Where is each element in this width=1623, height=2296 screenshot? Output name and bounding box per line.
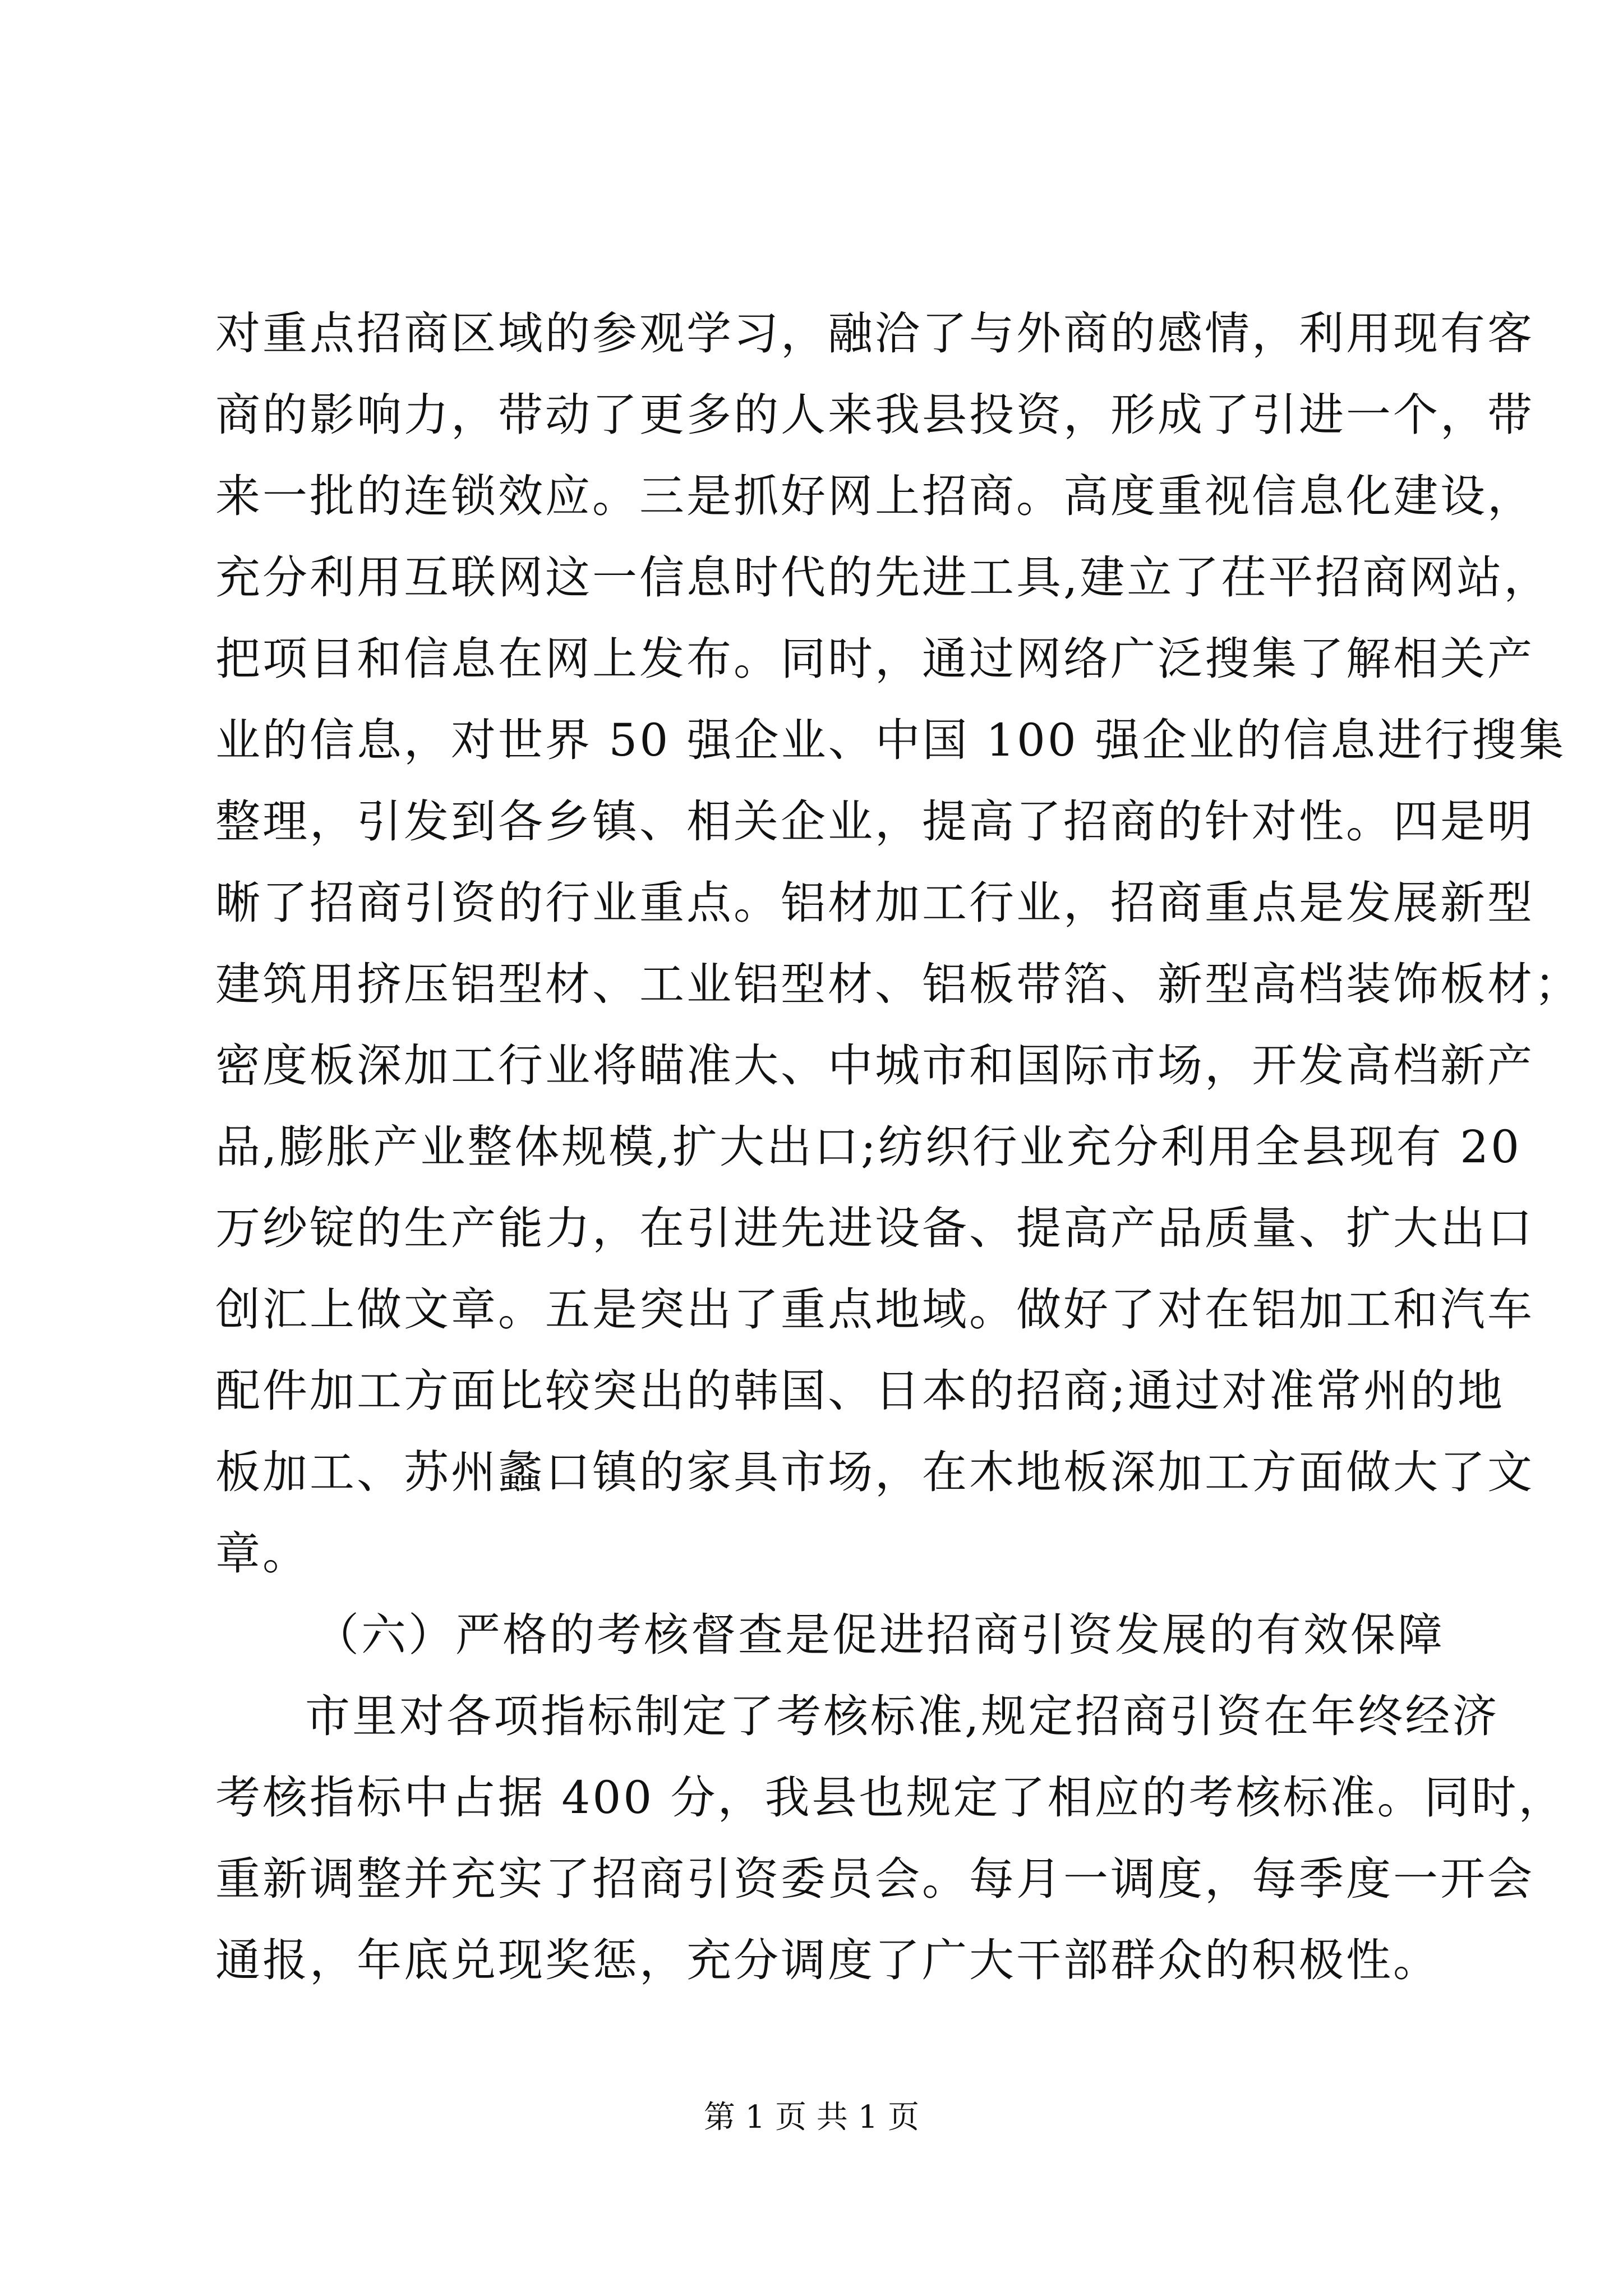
body-line-10: 密度板深加工行业将瞄准大、中城市和国际市场，开发高档新产 (215, 1039, 1534, 1092)
body-line-8: 晰了招商引资的行业重点。铝材加工行业，招商重点是发展新型 (215, 877, 1534, 929)
body-line-13: 创汇上做文章。五是突出了重点地域。做好了对在铝加工和汽车 (215, 1283, 1534, 1336)
body-line-2: 商的影响力，带动了更多的人来我县投资，形成了引进一个，带 (215, 389, 1534, 441)
body-line-18: 市里对各项指标制定了考核标准,规定招商引资在年终经济 (305, 1690, 1500, 1742)
body-line-16: 章。 (215, 1527, 310, 1580)
section-heading: （六）严格的考核督查是促进招商引资发展的有效保障 (314, 1609, 1445, 1661)
body-line-1: 对重点招商区域的参观学习，融洽了与外商的感情，利用现有客 (215, 307, 1534, 360)
body-line-6: 业的信息，对世界 50 强企业、中国 100 强企业的信息进行搜集 (215, 714, 1566, 766)
body-line-21: 通报，年底兑现奖惩，充分调度了广大干部群众的积极性。 (215, 1934, 1440, 1986)
body-line-3: 来一批的连锁效应。三是抓好网上招商。高度重视信息化建设， (215, 470, 1534, 522)
body-line-9: 建筑用挤压铝型材、工业铝型材、铝板带箔、新型高档装饰板材； (215, 958, 1581, 1010)
body-line-14: 配件加工方面比较突出的韩国、日本的招商;通过对准常州的地 (215, 1365, 1505, 1417)
page-footer: 第 1 页 共 1 页 (703, 2099, 920, 2136)
body-line-7: 整理，引发到各乡镇、相关企业，提高了招商的针对性。四是明 (215, 795, 1534, 848)
body-line-4: 充分利用互联网这一信息时代的先进工具,建立了茌平招商网站， (215, 551, 1551, 604)
body-line-12: 万纱锭的生产能力，在引进先进设备、提高产品质量、扩大出口 (215, 1202, 1534, 1254)
body-line-19: 考核指标中占据 400 分，我县也规定了相应的考核标准。同时， (215, 1772, 1566, 1824)
body-line-20: 重新调整并充实了招商引资委员会。每月一调度，每季度一开会 (215, 1853, 1534, 1905)
body-line-5: 把项目和信息在网上发布。同时，通过网络广泛搜集了解相关产 (215, 633, 1534, 685)
body-line-15: 板加工、苏州蠡口镇的家具市场，在木地板深加工方面做大了文 (215, 1446, 1534, 1498)
body-line-11: 品,膨胀产业整体规模,扩大出口;纺织行业充分利用全县现有 20 (215, 1121, 1522, 1173)
